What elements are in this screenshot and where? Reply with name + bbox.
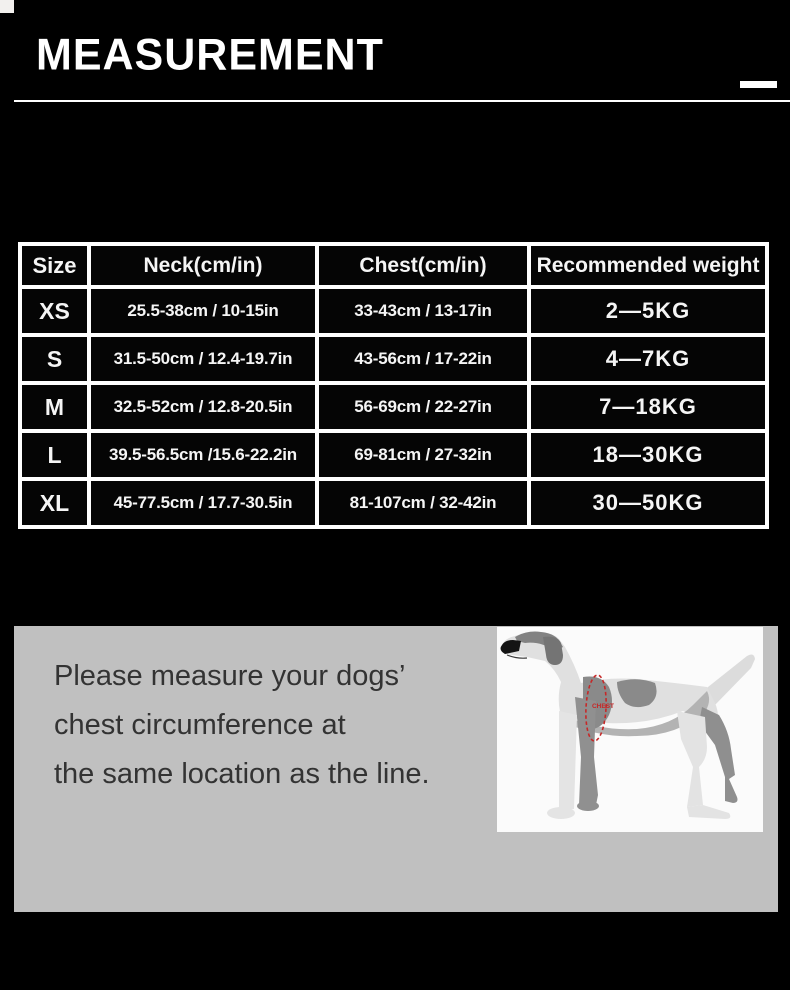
dog-near-hind-paw	[687, 805, 730, 819]
table-header-row	[20, 244, 767, 287]
chest-cell: 69-81cm / 27-32in	[317, 431, 529, 479]
dog-illustration-svg	[497, 627, 763, 832]
measure-note-text	[54, 652, 430, 799]
size-cell: M	[20, 383, 89, 431]
neck-cell: 45-77.5cm / 17.7-30.5in	[89, 479, 317, 527]
size-cell: S	[20, 335, 89, 383]
column-header-weight: Recommended weight	[529, 244, 767, 287]
chest-cell: 56-69cm / 22-27in	[317, 383, 529, 431]
weight-cell: 30—50KG	[529, 479, 767, 527]
title-dash-decoration	[740, 81, 777, 88]
column-header-size: Size	[20, 244, 89, 287]
chest-cell: 81-107cm / 32-42in	[317, 479, 529, 527]
note-line-1: Please measure your dogs’	[54, 660, 406, 692]
table-row	[20, 287, 767, 335]
chest-label: CHEST	[591, 703, 615, 710]
dog-near-front-leg	[559, 711, 577, 809]
weight-cell: 18—30KG	[529, 431, 767, 479]
size-cell: L	[20, 431, 89, 479]
weight-cell: 2—5KG	[529, 287, 767, 335]
table-row	[20, 335, 767, 383]
size-cell: XL	[20, 479, 89, 527]
measure-note-panel	[14, 626, 778, 912]
dog-far-front-leg	[575, 697, 598, 805]
size-cell: XS	[20, 287, 89, 335]
header-underline	[14, 100, 790, 102]
neck-cell: 39.5-56.5cm /15.6-22.2in	[89, 431, 317, 479]
dog-near-front-paw	[547, 807, 575, 819]
neck-cell: 32.5-52cm / 12.8-20.5in	[89, 383, 317, 431]
neck-cell: 25.5-38cm / 10-15in	[89, 287, 317, 335]
page-title: MEASUREMENT	[36, 30, 384, 80]
table-row	[20, 383, 767, 431]
corner-artifact	[0, 0, 14, 13]
dog-measurement-illustration	[497, 627, 763, 832]
note-line-3: the same location as the line.	[54, 758, 430, 790]
chest-cell: 43-56cm / 17-22in	[317, 335, 529, 383]
dog-far-front-paw	[577, 801, 599, 811]
weight-cell: 4—7KG	[529, 335, 767, 383]
table-row	[20, 431, 767, 479]
size-chart-table	[18, 242, 769, 529]
table-row	[20, 479, 767, 527]
chest-cell: 33-43cm / 13-17in	[317, 287, 529, 335]
column-header-chest: Chest(cm/in)	[317, 244, 529, 287]
neck-cell: 31.5-50cm / 12.4-19.7in	[89, 335, 317, 383]
weight-cell: 7—18KG	[529, 383, 767, 431]
dog-near-hind-leg	[677, 711, 707, 807]
column-header-neck: Neck(cm/in)	[89, 244, 317, 287]
note-line-2: chest circumference at	[54, 709, 346, 741]
